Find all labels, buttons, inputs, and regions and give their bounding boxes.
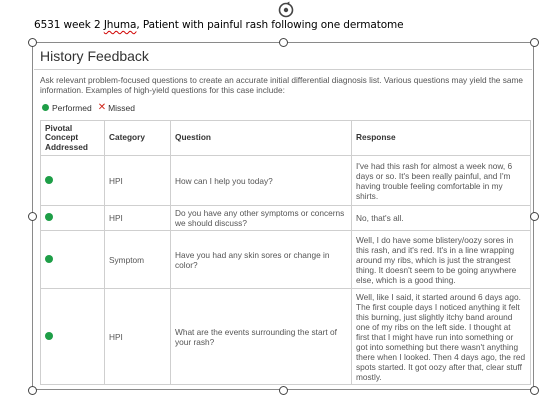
header-pivotal: Pivotal Concept Addressed bbox=[41, 121, 105, 156]
resize-handle-bottom-right[interactable] bbox=[530, 386, 539, 395]
question-cell: Do you have any other symptoms or concerns we should discuss? bbox=[171, 206, 352, 231]
performed-dot-icon bbox=[45, 176, 53, 184]
question-cell: Have you had any skin sores or change in color? bbox=[171, 231, 352, 289]
intro-text: Ask relevant problem-focused questions to create an accurate initial differential diagnosis list. Various questions may yield the same information. Examples of high-yield questions for this case include: bbox=[40, 75, 524, 95]
resize-handle-top-right[interactable] bbox=[530, 38, 539, 47]
performed-dot-icon bbox=[42, 104, 49, 111]
table-row bbox=[41, 206, 531, 231]
response-cell: I've had this rash for almost a week now, 6 days or so. It's been really painful, and I'm having trouble feeling comfortable in my shirts. bbox=[352, 156, 531, 206]
resize-handle-bottom-left[interactable] bbox=[28, 386, 37, 395]
performed-dot-icon bbox=[45, 332, 53, 340]
performed-dot-icon bbox=[45, 255, 53, 263]
response-cell: Well, I do have some blistery/oozy sores in this rash, and it's red. It's in a line wrapping around my ribs, which is just the strangest thing. It doesn't seem to be going anywhere else, which is a good thing. bbox=[352, 231, 531, 289]
question-cell: How can I help you today? bbox=[171, 156, 352, 206]
header-question: Question bbox=[171, 121, 352, 156]
status-cell bbox=[41, 231, 105, 289]
rotate-handle-icon[interactable] bbox=[276, 0, 296, 20]
performed-dot-icon bbox=[45, 213, 53, 221]
embedded-image-frame[interactable] bbox=[32, 42, 534, 390]
question-cell: What are the events surrounding the start of your rash? bbox=[171, 289, 352, 385]
legend bbox=[42, 102, 135, 113]
status-cell bbox=[41, 206, 105, 231]
history-feedback-panel bbox=[34, 44, 532, 389]
resize-handle-top-center[interactable] bbox=[279, 38, 288, 47]
resize-handle-middle-right[interactable] bbox=[530, 212, 539, 221]
panel-title: History Feedback bbox=[40, 48, 149, 64]
title-divider bbox=[34, 69, 532, 70]
legend-missed-label: Missed bbox=[108, 102, 136, 113]
category-cell: HPI bbox=[105, 206, 171, 231]
table-row bbox=[41, 231, 531, 289]
status-cell bbox=[41, 289, 105, 385]
response-cell: No, that's all. bbox=[352, 206, 531, 231]
table-row bbox=[41, 289, 531, 385]
response-cell: Well, like I said, it started around 6 days ago. The first couple days I noticed anything it felt this burning, just slightly itchy band around one of my ribs on the left side. I thought at first that I might have run into something or got into something but there wasn't anything there when I looked. Then 4 days ago, the red spots started. It got oozy after that, clear stuff mostly. bbox=[352, 289, 531, 385]
table-row bbox=[41, 156, 531, 206]
status-cell bbox=[41, 156, 105, 206]
missed-x-icon: ✕ bbox=[97, 102, 107, 113]
feedback-table bbox=[40, 120, 531, 385]
table-header-row bbox=[41, 121, 531, 156]
legend-performed-label: Performed bbox=[52, 102, 92, 113]
resize-handle-middle-left[interactable] bbox=[28, 212, 37, 221]
category-cell: HPI bbox=[105, 289, 171, 385]
resize-handle-bottom-center[interactable] bbox=[279, 386, 288, 395]
line-prefix: 6531 week 2 bbox=[34, 19, 104, 31]
header-category: Category bbox=[105, 121, 171, 156]
resize-handle-top-left[interactable] bbox=[28, 38, 37, 47]
header-response: Response bbox=[352, 121, 531, 156]
document-text-line[interactable] bbox=[34, 19, 404, 31]
category-cell: HPI bbox=[105, 156, 171, 206]
misspelled-word[interactable]: Jhuma bbox=[103, 19, 137, 31]
line-suffix: , Patient with painful rash following one dermatome bbox=[136, 19, 404, 31]
category-cell: Symptom bbox=[105, 231, 171, 289]
